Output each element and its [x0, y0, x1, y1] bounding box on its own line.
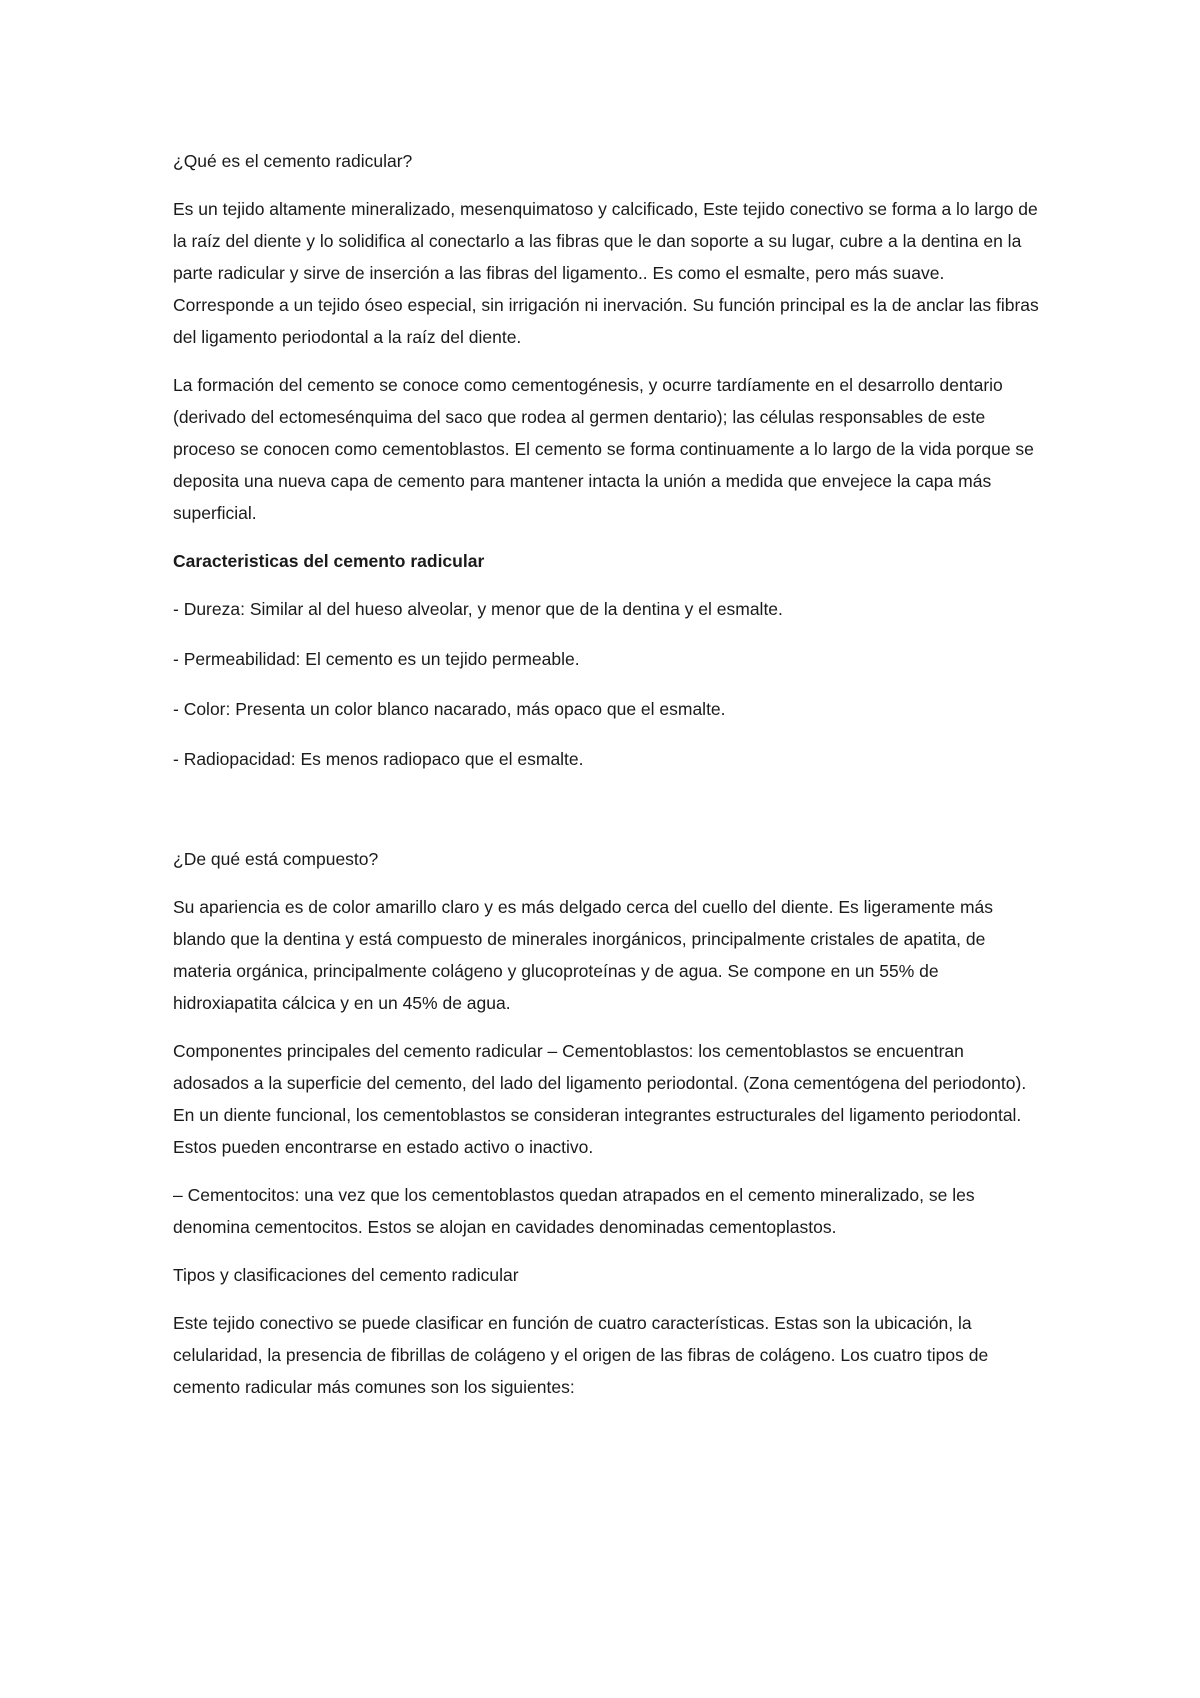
document-body	[173, 145, 1043, 1419]
types-heading: Tipos y clasificaciones del cemento radicular	[173, 1265, 519, 1285]
section-spacer	[173, 793, 1043, 843]
paragraph-main-components: Componentes principales del cemento radicular – Cementoblastos: los cementoblastos se encuentran adosados a la superficie del cemento, del lado del ligamento periodontal. (Zona cementógena del periodonto). En un diente funcional, los cementoblastos se consideran integrantes estructurales del ligamento periodontal. Estos pueden encontrarse en estado activo o inactivo.	[173, 1041, 1027, 1157]
characteristic-item-hardness: - Dureza: Similar al del hueso alveolar, y menor que de la dentina y el esmalte.	[173, 599, 783, 619]
characteristic-item-radiopacity: - Radiopacidad: Es menos radiopaco que el esmalte.	[173, 749, 584, 769]
characteristic-item-color: - Color: Presenta un color blanco nacarado, más opaco que el esmalte.	[173, 699, 726, 719]
characteristic-item-permeability: - Permeabilidad: El cemento es un tejido permeable.	[173, 649, 580, 669]
paragraph-classification: Este tejido conectivo se puede clasificar en función de cuatro características. Estas son la ubicación, la celularidad, la presencia de fibrillas de colágeno y el origen de las fibras de colágeno. Los cuatro tipos de cemento radicular más comunes son los siguientes:	[173, 1313, 989, 1397]
paragraph-formation: La formación del cemento se conoce como cementogénesis, y ocurre tardíamente en el desarrollo dentario (derivado del ectomesénquima del saco que rodea al germen dentario); las células responsables de este proceso se conocen como cementoblastos. El cemento se forma continuamente a lo largo de la vida porque se deposita una nueva capa de cemento para mantener intacta la unión a medida que envejece la capa más superficial.	[173, 375, 1034, 523]
characteristics-heading: Caracteristicas del cemento radicular	[173, 551, 485, 571]
paragraph-composition: Su apariencia es de color amarillo claro y es más delgado cerca del cuello del diente. Es ligeramente más blando que la dentina y está compuesto de minerales inorgánicos, principalmente cristales de apatita, de materia orgánica, principalmente colágeno y glucoproteínas y de agua. Se compone en un 55% de hidroxiapatita cálcica y en un 45% de agua.	[173, 897, 994, 1013]
question-heading-what-is: ¿Qué es el cemento radicular?	[173, 151, 413, 171]
paragraph-cementocytes: – Cementocitos: una vez que los cementoblastos quedan atrapados en el cemento mineralizado, se les denomina cementocitos. Estos se alojan en cavidades denominadas cementoplastos.	[173, 1185, 975, 1237]
paragraph-definition: Es un tejido altamente mineralizado, mesenquimatoso y calcificado, Este tejido conectivo se forma a lo largo de la raíz del diente y lo solidifica al conectarlo a las fibras que le dan soporte a su lugar, cubre a la dentina en la parte radicular y sirve de inserción a las fibras del ligamento.. Es como el esmalte, pero más suave. Corresponde a un tejido óseo especial, sin irrigación ni inervación. Su función principal es la de anclar las fibras del ligamento periodontal a la raíz del diente.	[173, 199, 1039, 347]
question-heading-composition: ¿De qué está compuesto?	[173, 849, 379, 869]
